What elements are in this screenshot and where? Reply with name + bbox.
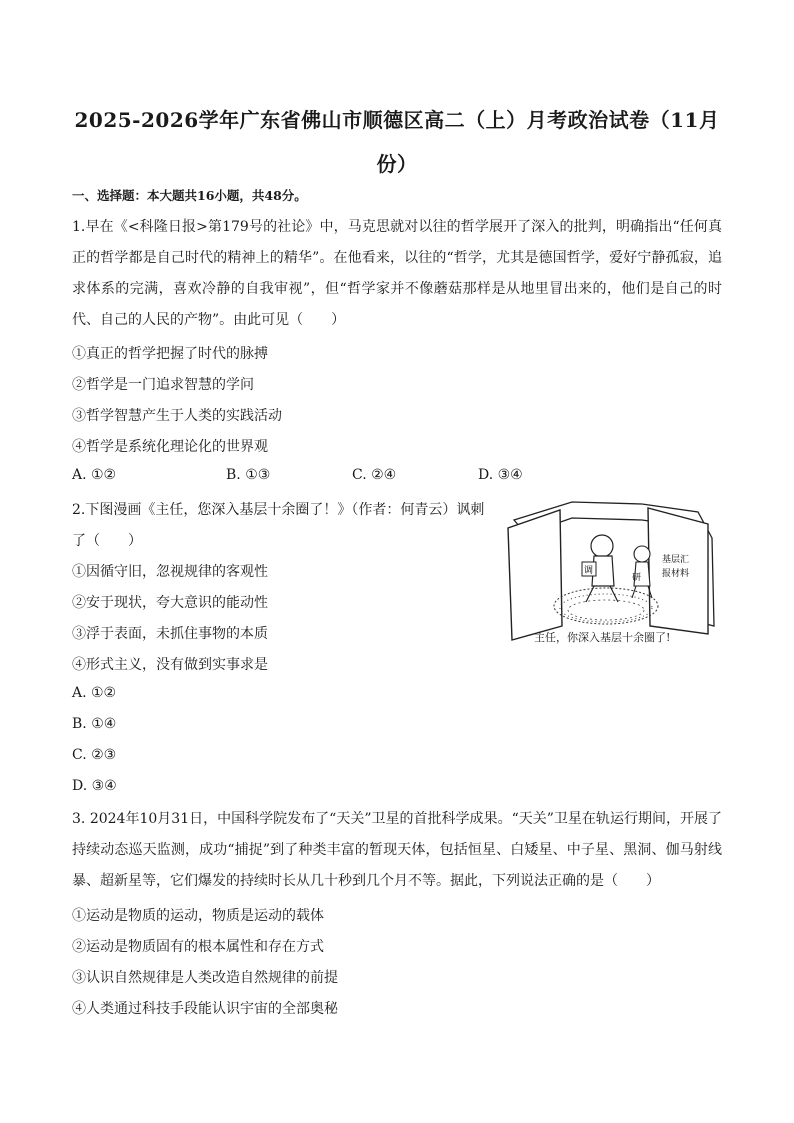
q1-stem: 1.早在《<科隆日报>第179号的社论》中，马克思就对以往的哲学展开了深入的批判，明确指出“任何真正的哲学都是自己时代的精神上的精华”。在他看来，以往的“哲学，尤其是德国哲学，爱好宁静孤寂，追求体系的完满，喜欢冷静的自我审视”，但“哲学家并不像蘑菇那样是从地里冒出来的，他们是自己的时代、自己的人民的产物”。由此可见（ ）	[72, 219, 722, 328]
q2-item-4: ④形式主义，没有做到实事求是	[72, 657, 268, 673]
cartoon-board-line-1: 基层汇	[662, 555, 690, 565]
q2-option-b: B. ①④	[72, 716, 117, 732]
section-heading: 一、选择题：本大题共16小题，共48分。	[72, 188, 307, 203]
cartoon-board-line-2: 报材料	[662, 569, 690, 579]
q2-item-2: ②安于现状，夸大意识的能动性	[72, 595, 268, 611]
cartoon-sign-1: 调	[584, 566, 594, 576]
q3-stem: 3. 2024年10月31日，中国科学院发布了“天关”卫星的首批科学成果。“天关”卫星在轨运行期间，开展了持续动态巡天监测，成功“捕捉”到了种类丰富的暂现天体，包括恒星、白矮星、中子星、黑洞、伽马射线暴、超新星等，它们爆发的持续时长从几十秒到几个月不等。据此，下列说法正确的是（ ）	[72, 811, 722, 889]
q3-item-2: ②运动是物质固有的根本属性和存在方式	[72, 939, 324, 955]
q1-option-d: D. ③④	[478, 467, 523, 483]
exam-title	[60, 98, 734, 186]
q3-item-4: ④人类通过科技手段能认识宇宙的全部奥秘	[72, 1001, 338, 1017]
q1-item-2: ②哲学是一门追求智慧的学问	[72, 377, 254, 393]
cartoon-caption: 主任，你深入基层十余圈了!	[534, 631, 671, 644]
q1-item-1: ①真正的哲学把握了时代的脉搏	[72, 346, 268, 362]
q3-item-1: ①运动是物质的运动，物质是运动的载体	[72, 908, 324, 924]
title-line-2: 份）	[376, 152, 418, 176]
q2-option-a: A. ①②	[72, 685, 117, 701]
q1-item-4: ④哲学是系统化理论化的世界观	[72, 439, 268, 455]
q3-item-3: ③认识自然规律是人类改造自然规律的前提	[72, 970, 338, 986]
title-line-1: 2025-2026学年广东省佛山市顺德区高二（上）月考政治试卷（11月	[74, 108, 720, 132]
q1-item-3: ③哲学智慧产生于人类的实践活动	[72, 408, 282, 424]
q2-option-c: C. ②③	[72, 747, 117, 763]
q2-item-1: ①因循守旧，忽视规律的客观性	[72, 564, 268, 580]
q1-option-c: C. ②④	[352, 467, 397, 483]
q2-option-d: D. ③④	[72, 778, 117, 794]
cartoon-sign-2: 研	[632, 573, 642, 583]
q2-stem-line-1: 2.下图漫画《主任，您深入基层十余圈了！》（作者：何青云）讽刺	[72, 502, 485, 518]
q2-stem-line-2: 了（ ）	[72, 533, 142, 549]
q2-item-3: ③浮于表面，未抓住事物的本质	[72, 626, 268, 642]
q1-option-a: A. ①②	[72, 467, 117, 483]
q1-option-b: B. ①③	[226, 467, 271, 483]
